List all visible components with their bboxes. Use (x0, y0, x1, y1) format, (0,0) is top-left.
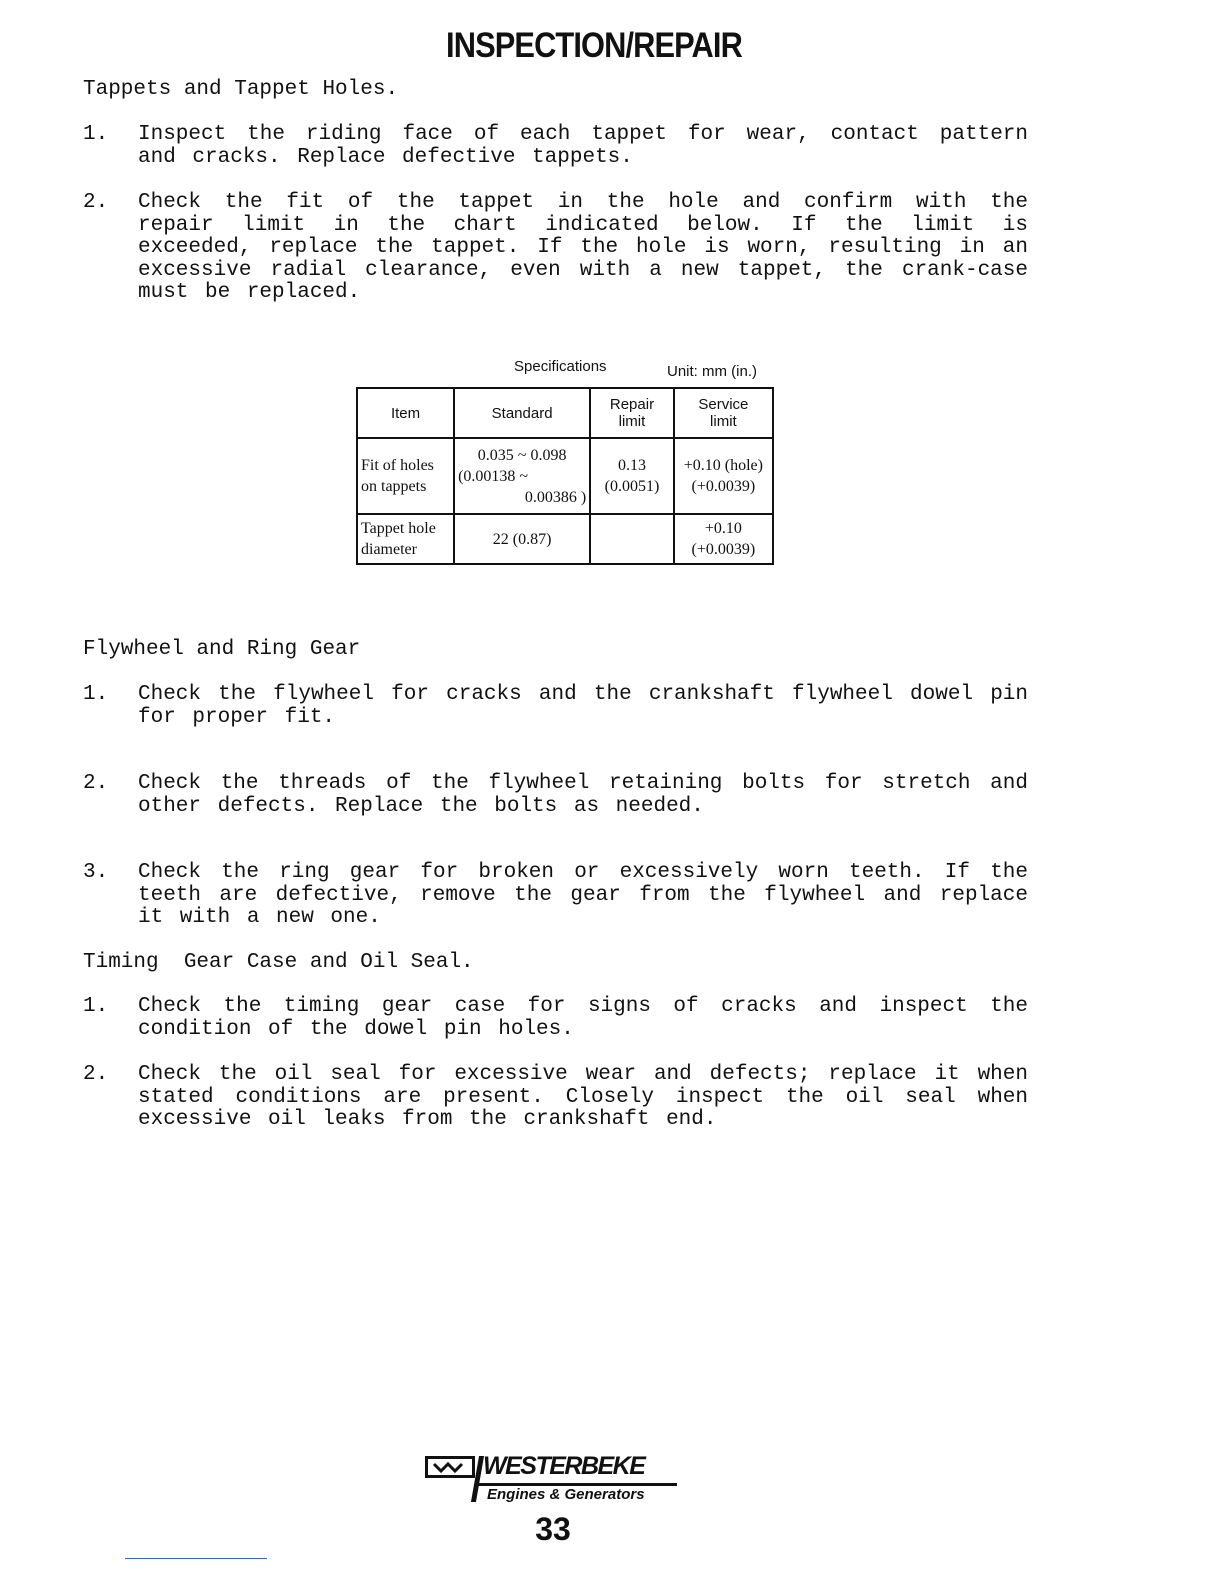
list-item (83, 996, 1028, 1041)
section-heading-tappets: Tappets and Tappet Holes. (83, 78, 399, 101)
item-number: 3. (83, 861, 109, 884)
footer-divider (125, 1558, 267, 1559)
section-heading-timing-gear: Timing Gear Case and Oil Seal. (83, 951, 474, 974)
spec-unit: Unit: mm (in.) (667, 363, 757, 380)
header-repair-limit: Repair limit (590, 388, 674, 438)
cell-repair-limit (590, 514, 674, 564)
item-number: 1. (83, 683, 109, 706)
list-item (83, 773, 1028, 818)
item-number: 2. (83, 772, 109, 795)
cell-standard: 0.035 ~ 0.098 (0.00138 ~ 0.00386 ) (454, 438, 590, 514)
list-item (83, 684, 1028, 729)
item-text: Check the oil seal for excessive wear and defects; replace it when stated conditions are present. Closely inspect the oil seal when excessive oil leaks from the crankshaft end. (138, 1063, 1028, 1131)
item-text: Check the fit of the tappet in the hole and confirm with the repair limit in the chart indicated below. If the limit is exceeded, replace the tappet. If the hole is worn, resulting in an excessive radial clearance, even with a new tappet, the crank-case must be replaced. (138, 191, 1028, 304)
w-emblem-icon (425, 1456, 475, 1478)
logo-tagline: Engines & Generators (487, 1486, 645, 1503)
item-number: 2. (83, 1063, 109, 1086)
item-text: Inspect the riding face of each tappet for wear, contact pattern and cracks. Replace defective tappets. (138, 123, 1028, 169)
westerbeke-logo (425, 1452, 685, 1508)
cell-service-limit: +0.10 (+0.0039) (674, 514, 773, 564)
list-item (83, 192, 1028, 305)
header-item: Item (357, 388, 454, 438)
page-number: 33 (535, 1511, 571, 1547)
cell-item: Tappet hole diameter (357, 514, 454, 564)
table-header-row (357, 388, 773, 438)
cell-item: Fit of holes on tappets (357, 438, 454, 514)
specifications-table (356, 387, 774, 565)
item-text: Check the flywheel for cracks and the crankshaft flywheel dowel pin for proper fit. (138, 683, 1028, 729)
cell-service-limit: +0.10 (hole) (+0.0039) (674, 438, 773, 514)
item-number: 1. (83, 123, 109, 146)
list-item (83, 124, 1028, 169)
item-text: Check the ring gear for broken or excessively worn teeth. If the teeth are defective, remove the gear from the flywheel and replace it with a new one. (138, 861, 1028, 929)
table-row (357, 438, 773, 514)
logo-name: WESTERBEKE (483, 1452, 645, 1480)
header-standard: Standard (454, 388, 590, 438)
list-item (83, 862, 1028, 930)
table-row (357, 514, 773, 564)
section-heading-flywheel: Flywheel and Ring Gear (83, 638, 361, 661)
item-number: 1. (83, 995, 109, 1018)
spec-caption: Specifications (514, 358, 607, 375)
item-number: 2. (83, 191, 109, 214)
item-text: Check the timing gear case for signs of cracks and inspect the condition of the dowel pin holes. (138, 995, 1028, 1041)
cell-repair-limit: 0.13 (0.0051) (590, 438, 674, 514)
list-item (83, 1064, 1028, 1132)
header-service-limit: Service limit (674, 388, 773, 438)
cell-standard: 22 (0.87) (454, 514, 590, 564)
item-text: Check the threads of the flywheel retaining bolts for stretch and other defects. Replace the bolts as needed. (138, 772, 1028, 818)
page-title: INSPECTION/REPAIR (446, 26, 742, 65)
